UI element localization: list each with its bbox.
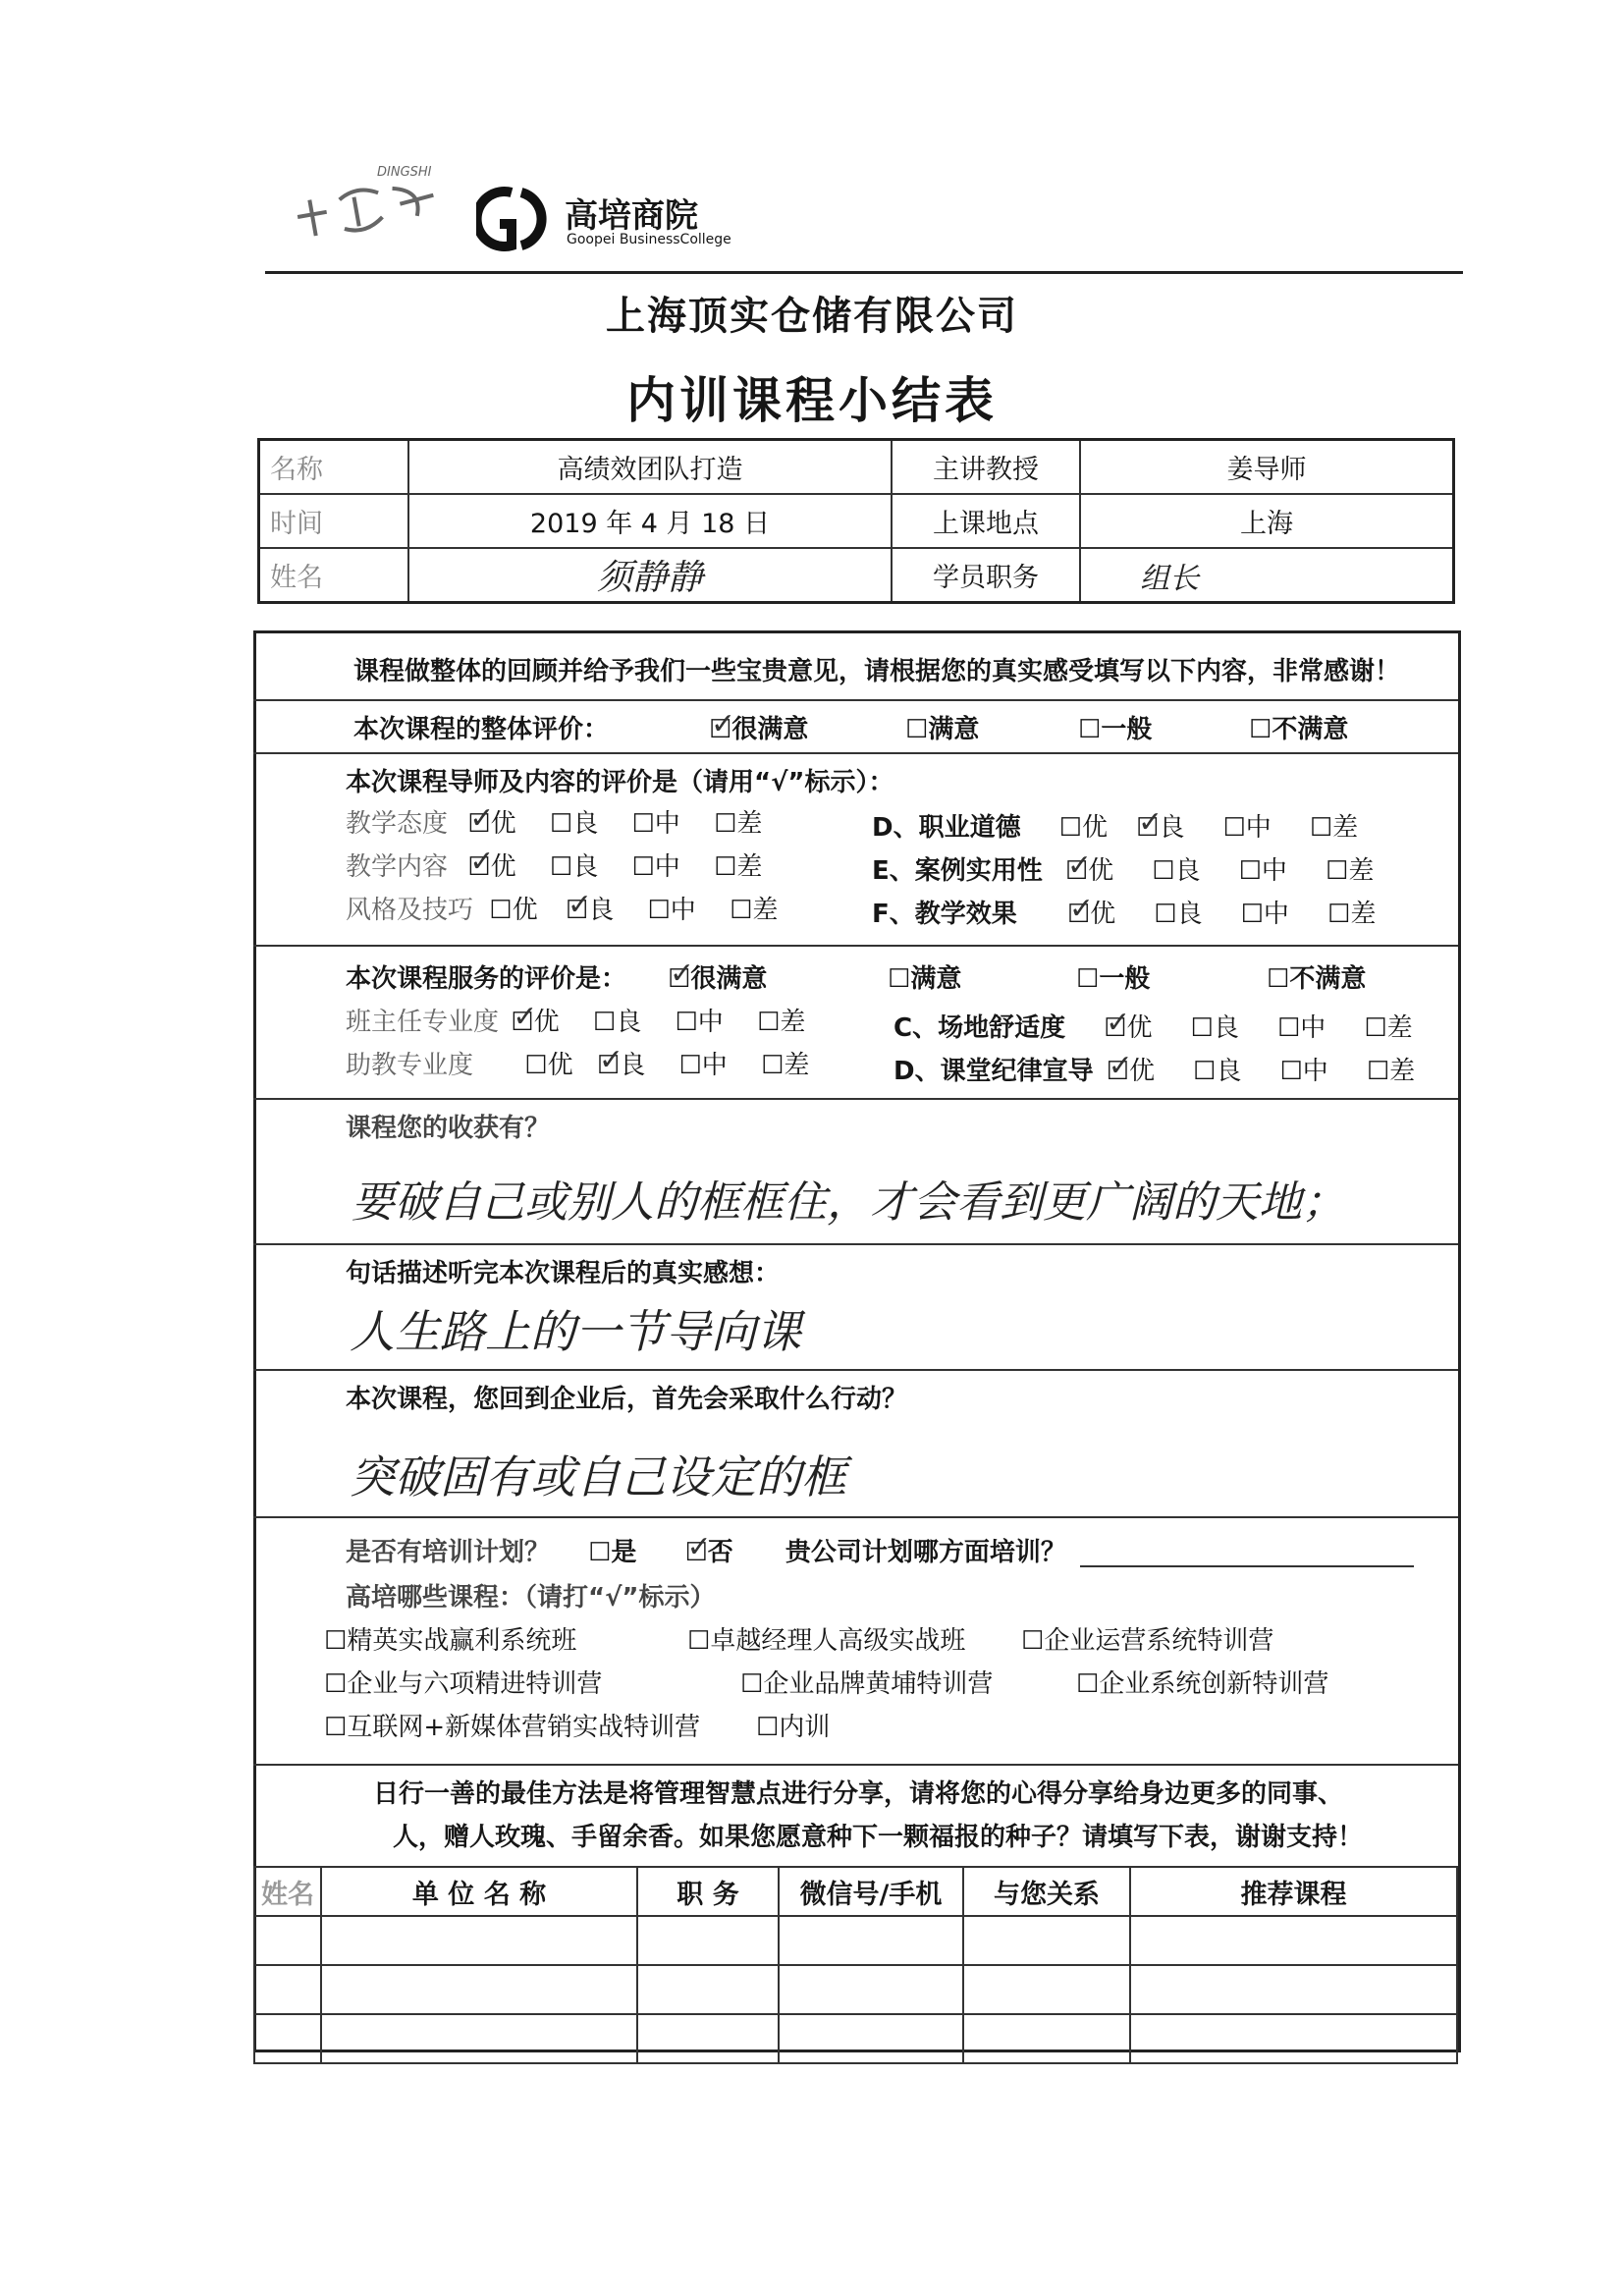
option-label: 优 bbox=[1090, 900, 1116, 929]
course-item-4[interactable]: ☐企业与六项精进特训营 bbox=[324, 1669, 603, 1699]
criterion-label: F、教学效果 bbox=[872, 900, 1017, 929]
divider bbox=[253, 752, 1458, 754]
option-label: 差 bbox=[752, 896, 779, 925]
service-eval-label: 本次课程服务的评价是： bbox=[346, 964, 627, 994]
option-label: 中 bbox=[1302, 1057, 1328, 1086]
info-student-name[interactable]: 须静静 bbox=[408, 548, 892, 603]
course-item-3[interactable]: ☐企业运营系统特训营 bbox=[1021, 1626, 1274, 1656]
option-medium[interactable]: ☐中 bbox=[678, 1051, 728, 1080]
table-row[interactable] bbox=[254, 1916, 1457, 1965]
eval-row-style-skills bbox=[346, 890, 778, 926]
option-label: 差 bbox=[784, 1051, 810, 1080]
option-good[interactable]: ☐良 bbox=[549, 852, 599, 882]
eval-row-professional-ethics bbox=[872, 807, 1358, 844]
option-label: 差 bbox=[736, 852, 763, 882]
option-label: 差 bbox=[1386, 1013, 1413, 1043]
option-poor[interactable]: ☐差 bbox=[730, 896, 779, 925]
info-date[interactable]: 2019 年 4 月 18 日 bbox=[408, 494, 892, 548]
option-excellent[interactable]: ☐优 bbox=[489, 896, 538, 925]
teacher-eval-label: 本次课程导师及内容的评价是（请用“√”标示）： bbox=[346, 768, 894, 797]
option-label: 优 bbox=[1081, 813, 1108, 843]
option-label: 优 bbox=[547, 1051, 573, 1080]
option-label: 中 bbox=[1245, 813, 1272, 843]
plan-direction-field[interactable] bbox=[1080, 1565, 1414, 1567]
service-row-venue-comfort bbox=[893, 1008, 1413, 1044]
plan-label: 是否有培训计划？ bbox=[346, 1538, 551, 1567]
criterion-label: 班主任专业度 bbox=[346, 1008, 500, 1037]
goopei-name-en: Goopei BusinessCollege bbox=[567, 232, 731, 247]
criterion-label: 教学内容 bbox=[346, 852, 449, 882]
option-poor[interactable]: ☐差 bbox=[1309, 813, 1359, 843]
ref-col-course: 推荐课程 bbox=[1130, 1867, 1457, 1916]
table-row[interactable] bbox=[254, 1965, 1457, 2014]
option-excellent[interactable]: ☐优 ✓ bbox=[511, 1008, 559, 1037]
divider bbox=[253, 945, 1458, 947]
criterion-label: 风格及技巧 bbox=[346, 896, 474, 925]
option-label: 良 bbox=[572, 852, 599, 882]
course-label: 企业系统创新特训营 bbox=[1099, 1669, 1329, 1699]
course-label: 企业运营系统特训营 bbox=[1044, 1626, 1274, 1656]
course-item-2[interactable]: ☐卓越经理人高级实战班 bbox=[687, 1626, 966, 1656]
option-label: 良 bbox=[1174, 856, 1201, 886]
option-excellent[interactable]: ☐优 ✓ bbox=[1067, 900, 1115, 929]
info-label-position: 学员职务 bbox=[892, 548, 1080, 603]
option-label: 差 bbox=[1348, 856, 1375, 886]
course-label: 互联网+新媒体营销实战特训营 bbox=[347, 1713, 701, 1742]
overall-option-very-satisfied[interactable]: ☐ ✓很满意 bbox=[709, 709, 808, 745]
referral-table bbox=[253, 1866, 1458, 2064]
option-medium[interactable]: ☐中 bbox=[647, 896, 696, 925]
goopei-logo-mark bbox=[476, 185, 559, 251]
option-label: 优 bbox=[1088, 856, 1114, 886]
overall-option-satisfied[interactable]: ☐满意 bbox=[905, 715, 980, 744]
eval-row-case-practicality bbox=[872, 850, 1374, 887]
option-medium[interactable]: ☐中 bbox=[1276, 1013, 1326, 1043]
option-label: 良 bbox=[1159, 813, 1185, 843]
option-good[interactable]: ☐良 ✓ bbox=[1136, 813, 1184, 843]
option-poor[interactable]: ☐差 bbox=[1327, 900, 1377, 929]
option-label: 是 bbox=[611, 1538, 637, 1567]
service-option-average[interactable]: ☐一般 bbox=[1076, 964, 1151, 994]
option-label: 中 bbox=[654, 852, 680, 882]
criterion-label: 助教专业度 bbox=[346, 1051, 474, 1080]
option-label: 中 bbox=[654, 809, 680, 839]
option-label: 良 bbox=[616, 1008, 642, 1037]
option-poor[interactable]: ☐差 bbox=[757, 1008, 806, 1037]
ref-col-position: 职 务 bbox=[637, 1867, 779, 1916]
course-item-6[interactable]: ☐企业系统创新特训营 bbox=[1076, 1669, 1329, 1699]
info-label-student: 姓名 bbox=[259, 548, 409, 603]
option-medium[interactable]: ☐中 bbox=[631, 809, 680, 839]
option-label: 差 bbox=[1350, 900, 1377, 929]
option-good[interactable]: ☐良 bbox=[1154, 900, 1203, 929]
info-label-location: 上课地点 bbox=[892, 494, 1080, 548]
course-item-1[interactable]: ☐精英实战赢利系统班 bbox=[324, 1626, 577, 1656]
course-item-7[interactable]: ☐互联网+新媒体营销实战特训营 bbox=[324, 1713, 701, 1742]
goopei-logo bbox=[476, 185, 731, 255]
option-medium[interactable]: ☐中 bbox=[1238, 856, 1287, 886]
service-row-assistant bbox=[346, 1045, 809, 1081]
option-excellent[interactable]: ☐优 bbox=[524, 1051, 573, 1080]
option-medium[interactable]: ☐中 bbox=[675, 1008, 724, 1037]
ref-col-relation: 与您关系 bbox=[963, 1867, 1130, 1916]
eval-row-teaching-attitude bbox=[346, 803, 762, 840]
option-label: 中 bbox=[1300, 1013, 1326, 1043]
referral-header-row bbox=[254, 1867, 1457, 1916]
overall-option-label: 满意 bbox=[928, 715, 980, 744]
option-poor[interactable]: ☐差 bbox=[1366, 1057, 1416, 1086]
option-poor[interactable]: ☐差 bbox=[714, 852, 763, 882]
overall-option-label: 很满意 bbox=[731, 715, 809, 744]
q2-answer[interactable]: 人生路上的一节导向课 bbox=[350, 1305, 801, 1358]
option-label: 中 bbox=[1263, 900, 1289, 929]
table-row[interactable] bbox=[254, 2014, 1457, 2063]
option-label: 不满意 bbox=[1289, 964, 1367, 994]
eval-row-teaching-effect bbox=[872, 894, 1376, 930]
option-label: 良 bbox=[588, 896, 615, 925]
option-label: 中 bbox=[1261, 856, 1287, 886]
option-label: 良 bbox=[1213, 1013, 1239, 1043]
courses-label: 高培哪些课程：（请打“√”标示） bbox=[346, 1583, 716, 1613]
option-label: 优 bbox=[490, 852, 516, 882]
divider bbox=[253, 699, 1458, 701]
plan-option-no[interactable]: ☐否 ✓ bbox=[684, 1538, 732, 1567]
share-line-1: 日行一善的最佳方法是将管理智慧点进行分享，请将您的心得分享给身边更多的同事、 bbox=[373, 1779, 1344, 1809]
option-good[interactable]: ☐良 bbox=[592, 1008, 642, 1037]
info-course-name[interactable]: 高绩效团队打造 bbox=[408, 440, 892, 495]
q3-label: 本次课程，您回到企业后，首先会采取什么行动？ bbox=[346, 1385, 908, 1414]
overall-option-label: 一般 bbox=[1101, 715, 1153, 744]
option-excellent[interactable]: ☐优 ✓ bbox=[1107, 1057, 1155, 1086]
option-medium[interactable]: ☐中 bbox=[631, 852, 680, 882]
service-option-unsatisfied[interactable]: ☐不满意 bbox=[1267, 964, 1367, 994]
option-poor[interactable]: ☐差 bbox=[761, 1051, 810, 1080]
info-label-name: 名称 bbox=[259, 440, 409, 495]
company-name: 上海顶实仓储有限公司 bbox=[606, 294, 1018, 339]
goopei-name-cn: 高培商院 bbox=[565, 196, 698, 236]
divider bbox=[253, 1516, 1458, 1518]
q1-answer[interactable]: 要破自己或别人的框框住，才会看到更广阔的天地； bbox=[352, 1177, 1345, 1228]
option-label: 优 bbox=[512, 896, 538, 925]
option-label: 否 bbox=[707, 1538, 733, 1567]
option-label: 中 bbox=[670, 896, 696, 925]
option-label: 差 bbox=[1389, 1057, 1416, 1086]
option-label: 优 bbox=[1126, 1013, 1153, 1043]
q3-answer[interactable]: 突破固有或自己设定的框 bbox=[350, 1450, 846, 1503]
option-label: 良 bbox=[620, 1051, 646, 1080]
course-info-table bbox=[257, 438, 1455, 604]
option-good[interactable]: ☐良 ✓ bbox=[597, 1051, 645, 1080]
option-good[interactable]: ☐良 bbox=[1193, 1057, 1242, 1086]
option-label: 中 bbox=[701, 1051, 728, 1080]
criterion-label: 教学态度 bbox=[346, 809, 449, 839]
option-excellent[interactable]: ☐优 ✓ bbox=[467, 809, 515, 839]
option-poor[interactable]: ☐差 bbox=[714, 809, 763, 839]
course-label: 企业品牌黄埔特训营 bbox=[763, 1669, 994, 1699]
course-label: 卓越经理人高级实战班 bbox=[710, 1626, 966, 1656]
divider bbox=[253, 1098, 1458, 1100]
option-label: 良 bbox=[1216, 1057, 1242, 1086]
option-label: 差 bbox=[780, 1008, 806, 1037]
option-poor[interactable]: ☐差 bbox=[1326, 856, 1375, 886]
option-excellent[interactable]: ☐优 ✓ bbox=[1065, 856, 1113, 886]
plan-row bbox=[346, 1532, 1066, 1568]
eval-row-teaching-content bbox=[346, 847, 762, 883]
service-option-very-satisfied[interactable]: ☐ ✓很满意 bbox=[668, 958, 767, 995]
option-label: 一般 bbox=[1099, 964, 1151, 994]
divider bbox=[253, 1764, 1458, 1766]
info-label-time: 时间 bbox=[259, 494, 409, 548]
overall-label: 本次课程的整体评价： bbox=[353, 715, 610, 744]
dingshi-logo bbox=[287, 165, 454, 244]
divider bbox=[253, 1243, 1458, 1245]
plan-direction-label: 贵公司计划哪方面培训？ bbox=[785, 1538, 1066, 1567]
ref-col-name: 姓名 bbox=[254, 1867, 321, 1916]
info-student-position[interactable]: 组长 bbox=[1080, 548, 1454, 603]
service-option-satisfied[interactable]: ☐满意 bbox=[888, 964, 962, 994]
ref-col-wechat: 微信号/手机 bbox=[779, 1867, 963, 1916]
option-label: 优 bbox=[533, 1008, 560, 1037]
overall-option-unsatisfied[interactable]: ☐不满意 bbox=[1249, 715, 1349, 744]
option-good[interactable]: ☐良 ✓ bbox=[566, 896, 614, 925]
course-item-8[interactable]: ☐内训 bbox=[756, 1713, 831, 1742]
option-label: 差 bbox=[736, 809, 763, 839]
info-label-lecturer: 主讲教授 bbox=[892, 440, 1080, 495]
course-label: 内训 bbox=[779, 1713, 831, 1742]
option-label: 良 bbox=[572, 809, 599, 839]
course-label: 企业与六项精进特训营 bbox=[347, 1669, 603, 1699]
option-label: 很满意 bbox=[690, 964, 768, 994]
option-excellent[interactable]: ☐优 ✓ bbox=[467, 852, 515, 882]
form-title: 内训课程小结表 bbox=[626, 372, 998, 429]
option-medium[interactable]: ☐中 bbox=[1279, 1057, 1328, 1086]
service-row-discipline bbox=[893, 1051, 1415, 1087]
option-poor[interactable]: ☐差 bbox=[1364, 1013, 1413, 1043]
criterion-label: D、职业道德 bbox=[872, 813, 1021, 843]
criterion-label: E、案例实用性 bbox=[872, 856, 1043, 886]
plan-option-yes[interactable]: ☐是 bbox=[588, 1538, 637, 1567]
option-label: 中 bbox=[697, 1008, 724, 1037]
service-row-headteacher bbox=[346, 1002, 805, 1038]
option-medium[interactable]: ☐中 bbox=[1222, 813, 1272, 843]
ref-col-company: 单 位 名 称 bbox=[321, 1867, 637, 1916]
option-good[interactable]: ☐良 bbox=[549, 809, 599, 839]
q2-label: 句话描述听完本次课程后的真实感想： bbox=[346, 1259, 781, 1288]
overall-option-label: 不满意 bbox=[1272, 715, 1349, 744]
criterion-label: D、课堂纪律宣导 bbox=[893, 1057, 1094, 1086]
q1-label: 课程您的收获有？ bbox=[346, 1114, 551, 1143]
info-location[interactable]: 上海 bbox=[1080, 494, 1454, 548]
option-label: 良 bbox=[1176, 900, 1203, 929]
course-label: 精英实战赢利系统班 bbox=[347, 1626, 577, 1656]
option-label: 满意 bbox=[910, 964, 962, 994]
intro-text: 课程做整体的回顾并给予我们一些宝贵意见，请根据您的真实感受填写以下内容，非常感谢！ bbox=[353, 657, 1401, 686]
option-medium[interactable]: ☐中 bbox=[1240, 900, 1289, 929]
header-rule bbox=[265, 271, 1463, 274]
option-good[interactable]: ☐良 bbox=[1190, 1013, 1239, 1043]
divider bbox=[253, 1369, 1458, 1371]
course-item-5[interactable]: ☐企业品牌黄埔特训营 bbox=[740, 1669, 994, 1699]
option-label: 优 bbox=[490, 809, 516, 839]
option-label: 差 bbox=[1332, 813, 1359, 843]
info-lecturer[interactable]: 姜导师 bbox=[1080, 440, 1454, 495]
overall-option-average[interactable]: ☐一般 bbox=[1078, 715, 1153, 744]
dingshi-pinyin: DINGSHI bbox=[377, 165, 432, 180]
criterion-label: C、场地舒适度 bbox=[893, 1013, 1066, 1043]
option-excellent[interactable]: ☐优 ✓ bbox=[1104, 1013, 1152, 1043]
share-line-2: 人，赠人玫瑰、手留余香。如果您愿意种下一颗福报的种子？请填写下表，谢谢支持！ bbox=[393, 1823, 1364, 1852]
option-label: 优 bbox=[1128, 1057, 1155, 1086]
option-good[interactable]: ☐良 bbox=[1152, 856, 1201, 886]
option-excellent[interactable]: ☐优 bbox=[1058, 813, 1108, 843]
